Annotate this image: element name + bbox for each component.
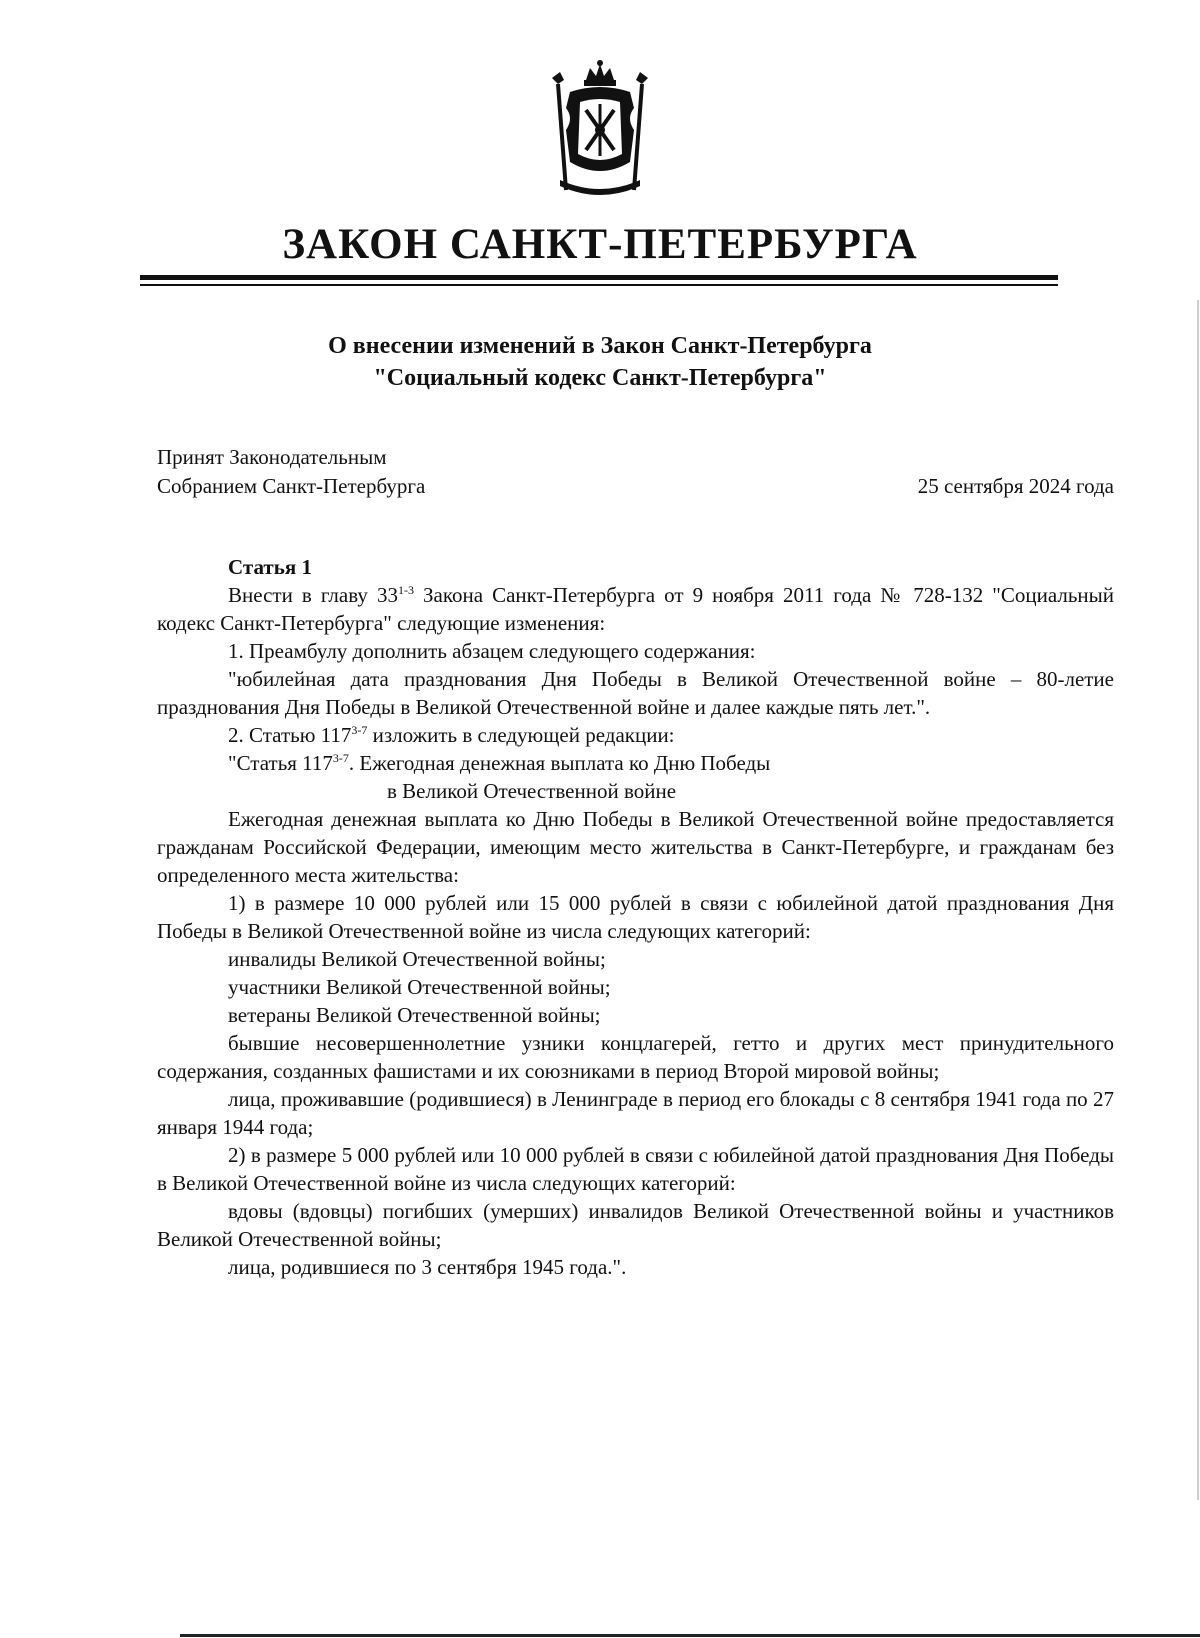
adoption-note: [157, 443, 425, 501]
title-rule-thick: [140, 275, 1058, 280]
category-item: лица, проживавшие (родившиеся) в Ленинграде в период его блокады с 8 сентября 1941 года по 27 января 1944 года;: [157, 1087, 1114, 1139]
subtitle-line-2: "Социальный кодекс Санкт-Петербурга": [373, 365, 827, 391]
scan-edge-bottom: [180, 1634, 1200, 1637]
category-item: вдовы (вдовцы) погибших (умерших) инвалидов Великой Отечественной войны и участников Великой Отечественной войны;: [157, 1199, 1114, 1251]
intro-text-a: Внести в главу 33: [228, 583, 398, 607]
adoption-date: 25 сентября 2024 года: [917, 474, 1114, 498]
adoption-line-2: Собранием Санкт-Петербурга: [157, 474, 426, 498]
title-rule-thin: [140, 284, 1058, 286]
intro-superscript: 1-3: [397, 583, 414, 597]
category-item: лица, родившиеся по 3 сентября 1945 года.".: [228, 1255, 627, 1279]
category-item: участники Великой Отечественной войны;: [228, 975, 611, 999]
subtitle-line-1: О внесении изменений в Закон Санкт-Петербурга: [328, 333, 872, 359]
new-title-superscript: 3-7: [332, 751, 349, 765]
coat-of-arms-emblem: [530, 58, 670, 198]
item-2-superscript: 3-7: [351, 723, 368, 737]
main-paragraph: Ежегодная денежная выплата ко Дню Победы в Великой Отечественной войне предоставляется гражданам Российской Федерации, имеющим место жительства в Санкт-Петербурге, и гражданам без определенного места жительства:: [157, 807, 1114, 887]
new-title-text-b: . Ежегодная денежная выплата ко Дню Победы: [348, 751, 771, 775]
intro-text-b: Закона Санкт-Петербурга от 9 ноября 2011 года № 728-132 "Социальный кодекс Санкт-Петербурга" следующие изменения:: [157, 583, 1114, 635]
item-1-quote: "юбилейная дата празднования Дня Победы в Великой Отечественной войне – 80-летие празднования Дня Победы в Великой Отечественной войне и далее каждые пять лет.".: [157, 667, 1114, 719]
new-article-title-line-2: в Великой Отечественной войне: [387, 779, 677, 803]
law-subtitle: [140, 330, 1060, 394]
item-1: 1. Преамбулу дополнить абзацем следующего содержания:: [228, 639, 756, 663]
item-2-text-a: 2. Статью 117: [228, 723, 352, 747]
item-2: [157, 721, 1114, 749]
adoption-line-1: Принят Законодательным: [157, 445, 387, 469]
article-body: [157, 553, 1114, 1281]
subitem-2: 2) в размере 5 000 рублей или 10 000 рублей в связи с юбилейной датой празднования Дня Победы в Великой Отечественной войне из числа следующих категорий:: [157, 1143, 1114, 1195]
item-2-text-b: изложить в следующей редакции:: [367, 723, 675, 747]
law-title: ЗАКОН САНКТ-ПЕТЕРБУРГА: [282, 221, 918, 268]
subitem-1: 1) в размере 10 000 рублей или 15 000 рублей в связи с юбилейной датой празднования Дня Победы в Великой Отечественной войне из числа следующих категорий:: [157, 891, 1114, 943]
new-title-text-a: "Статья 117: [228, 751, 333, 775]
category-item: бывшие несовершеннолетние узники концлагерей, гетто и других мест принудительного содержания, созданных фашистами и их союзниками в период Второй мировой войны;: [157, 1031, 1114, 1083]
article-intro: [157, 581, 1114, 637]
article-heading: Статья 1: [228, 555, 312, 579]
new-article-title: [157, 749, 1114, 777]
category-item: инвалиды Великой Отечественной войны;: [228, 947, 606, 971]
scan-edge-right: [1197, 300, 1199, 1500]
category-item: ветераны Великой Отечественной войны;: [228, 1003, 601, 1027]
